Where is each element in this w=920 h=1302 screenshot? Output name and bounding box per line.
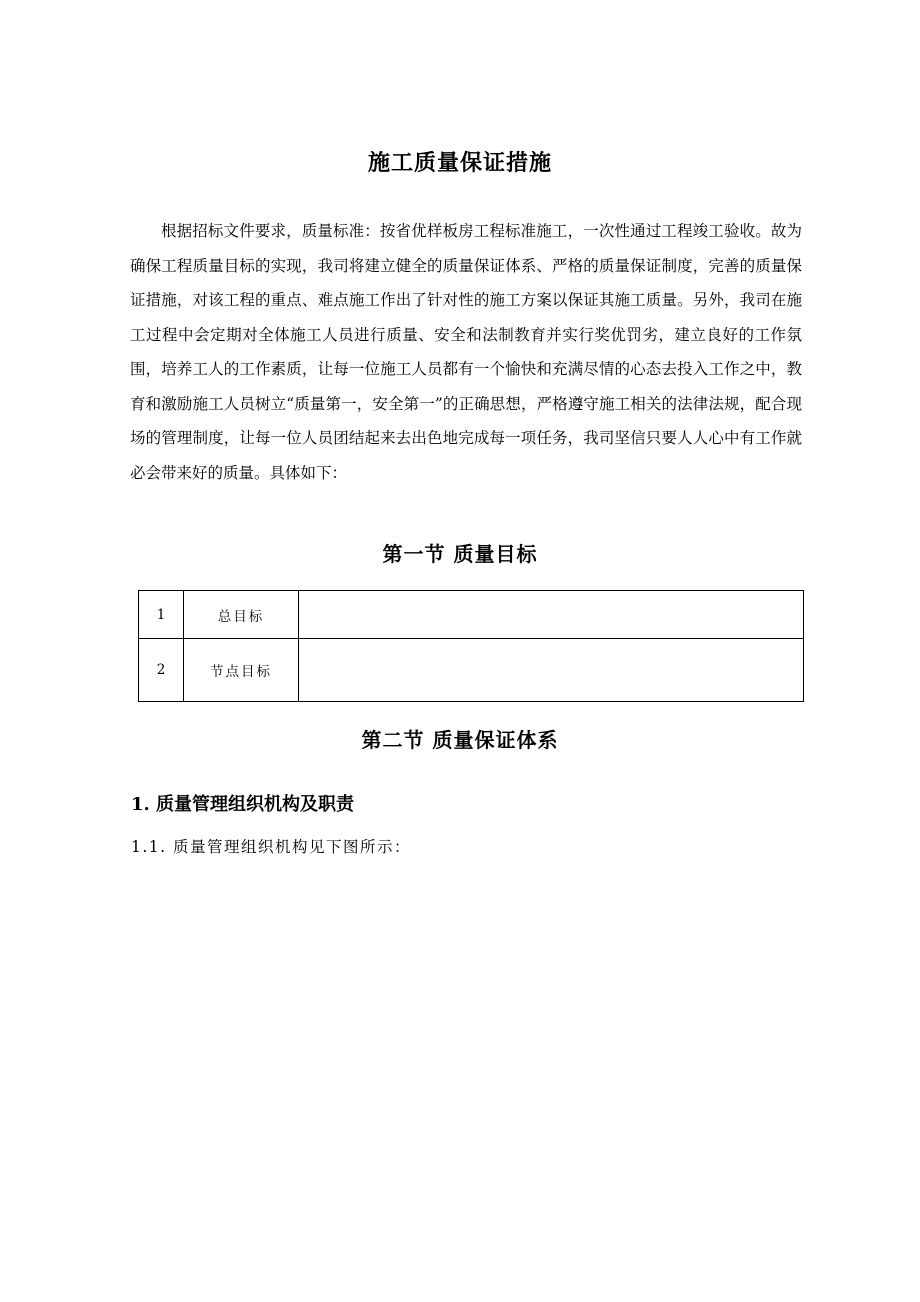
row-number: 2	[139, 639, 184, 702]
row-label: 节点目标	[184, 639, 299, 702]
row-label: 总目标	[184, 591, 299, 639]
row-value	[299, 639, 804, 702]
table-row	[139, 639, 804, 702]
table-row	[139, 591, 804, 639]
section-1-title: 第一节 质量目标	[382, 542, 538, 566]
quality-goals-table	[138, 590, 804, 702]
subsection-heading: 1. 质量管理组织机构及职责	[131, 794, 355, 815]
subsection-item: 1.1. 质量管理组织机构见下图所示：	[131, 838, 412, 856]
row-value	[299, 591, 804, 639]
section-2-title: 第二节 质量保证体系	[361, 728, 559, 752]
row-number: 1	[139, 591, 184, 639]
document-title: 施工质量保证措施	[367, 150, 552, 176]
intro-paragraph: 根据招标文件要求，质量标准：按省优样板房工程标准施工，一次性通过工程竣工验收。故为确保工程质量目标的实现，我司将建立健全的质量保证体系、严格的质量保证制度，完善的质量保证措施，对该工程的重点、难点施工作出了针对性的施工方案以保证其施工质量。另外，我司在施工过程中会定期对全体施工人员进行质量、安全和法制教育并实行奖优罚劣，建立良好的工作氛围，培养工人的工作素质，让每一位施工人员都有一个愉快和充满尽情的心态去投入工作之中，教育和激励施工人员树立“质量第一，安全第一”的正确思想，严格遵守施工相关的法律法规，配合现场的管理制度，让每一位人员团结起来去出色地完成每一项任务，我司坚信只要人人心中有工作就必会带来好的质量。具体如下：	[130, 222, 802, 482]
